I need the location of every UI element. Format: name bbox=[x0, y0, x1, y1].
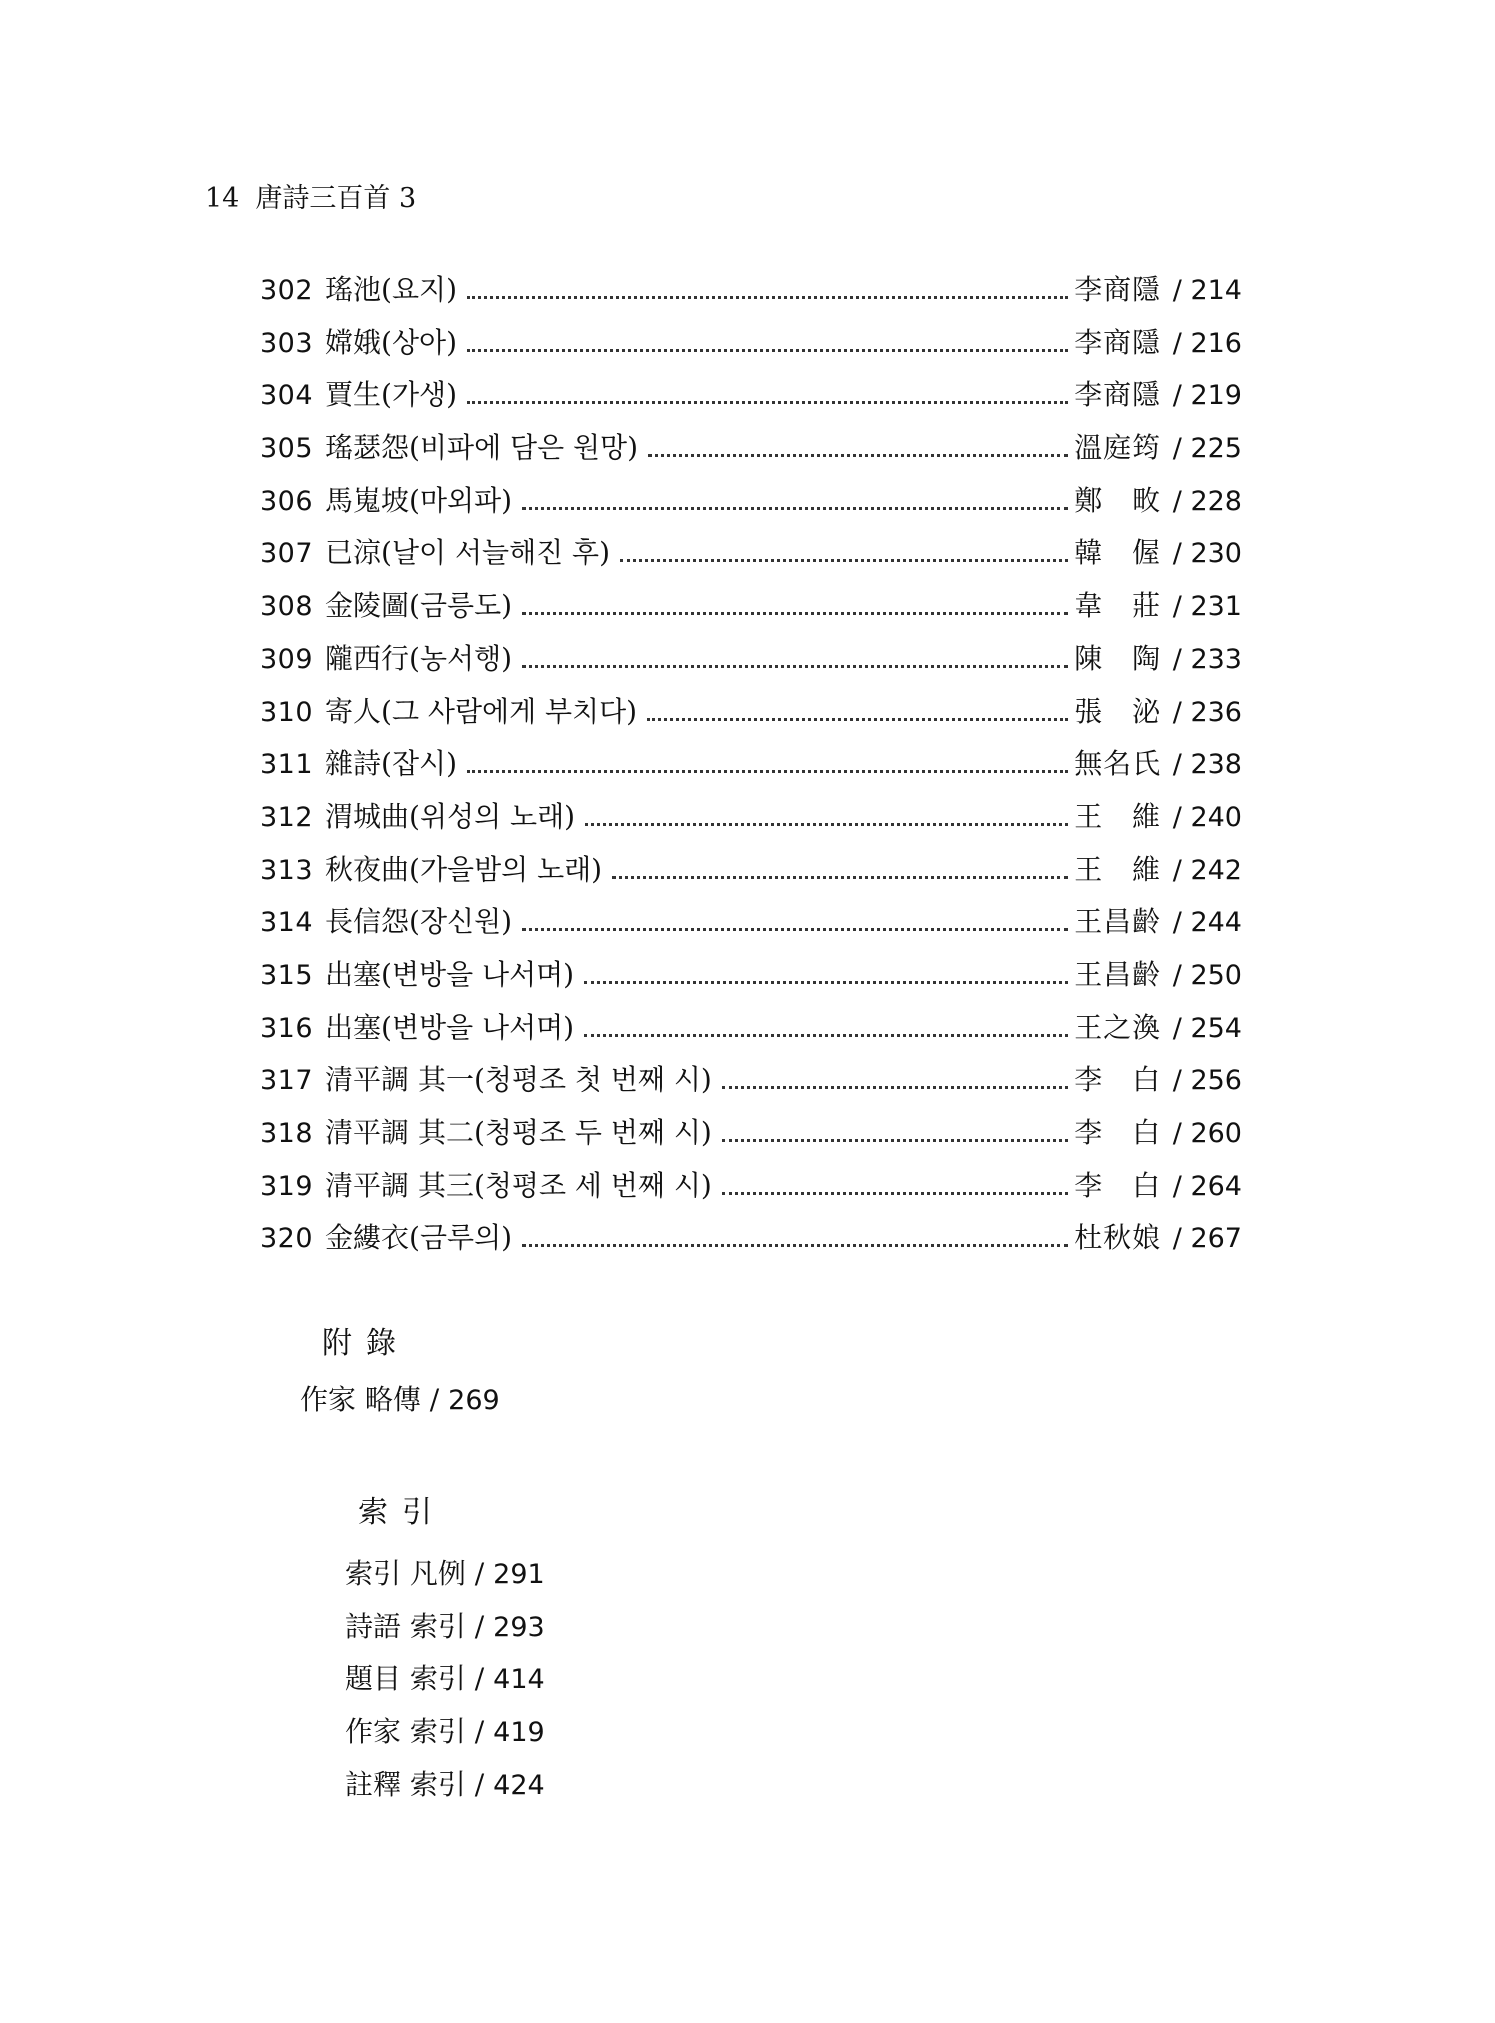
header-page-number: 14 bbox=[205, 183, 240, 214]
toc-entry[interactable] bbox=[260, 795, 1242, 848]
toc-entry-separator: / bbox=[1164, 749, 1191, 781]
toc-entry[interactable] bbox=[260, 373, 1242, 426]
toc-entry-page: 216 bbox=[1190, 327, 1242, 359]
index-heading: 索引 bbox=[358, 1495, 446, 1530]
toc-entry[interactable] bbox=[260, 479, 1242, 532]
toc-entry-author: 韋 莊 bbox=[1074, 589, 1161, 623]
toc-entry-number: 311 bbox=[260, 749, 314, 781]
toc-entry-separator: / bbox=[1164, 1118, 1191, 1149]
toc-entry-title: 隴西行(농서행) bbox=[325, 641, 513, 675]
toc-entry-title: 馬嵬坡(마외파) bbox=[325, 483, 513, 517]
dot-leader bbox=[522, 507, 1068, 510]
toc-entry[interactable] bbox=[260, 1006, 1242, 1059]
dot-leader bbox=[585, 823, 1068, 826]
toc-entry-page: 233 bbox=[1190, 643, 1242, 675]
toc-entry-number: 307 bbox=[260, 538, 314, 570]
toc-entry-author: 韓 偓 bbox=[1074, 536, 1161, 570]
toc-entry[interactable] bbox=[260, 584, 1242, 637]
toc-entry-number: 305 bbox=[260, 433, 314, 465]
toc-entry-number: 308 bbox=[260, 591, 314, 623]
toc-entry-page: 254 bbox=[1190, 1012, 1242, 1044]
toc-entry-author: 王昌齡 bbox=[1074, 957, 1161, 991]
toc-entry-number: 306 bbox=[260, 485, 314, 517]
toc-entry-separator: / bbox=[1164, 1012, 1191, 1044]
dot-leader bbox=[522, 612, 1068, 615]
toc-entry-author: 王昌齡 bbox=[1074, 905, 1161, 939]
toc-entry-author: 張 泌 bbox=[1074, 694, 1161, 728]
index-entry-separator: / bbox=[465, 1609, 494, 1643]
dot-leader bbox=[467, 770, 1068, 773]
dot-leader bbox=[522, 1244, 1068, 1247]
toc-entry-title: 清平調 其三(청평조 세 번째 시) bbox=[325, 1168, 712, 1202]
toc-entry-author: 王之渙 bbox=[1074, 1010, 1161, 1044]
toc-entry-number: 313 bbox=[260, 854, 314, 886]
dot-leader bbox=[722, 1086, 1068, 1089]
appendix-entry-page: 269 bbox=[448, 1385, 500, 1416]
index-entry-page: 419 bbox=[493, 1717, 545, 1749]
toc-entry-title: 清平調 其二(청평조 두 번째 시) bbox=[325, 1116, 712, 1149]
toc-entry-author: 陳 陶 bbox=[1074, 641, 1161, 675]
toc-entry[interactable] bbox=[260, 426, 1242, 479]
toc-entry-number: 303 bbox=[260, 327, 314, 359]
dot-leader bbox=[722, 1139, 1068, 1142]
index-entry-separator: / bbox=[465, 1767, 494, 1801]
toc-entry-title: 清平調 其一(청평조 첫 번째 시) bbox=[325, 1063, 712, 1097]
dot-leader bbox=[522, 665, 1068, 668]
toc-entry-separator: / bbox=[1164, 485, 1191, 517]
index-entry-title: 詩語 索引 bbox=[345, 1609, 466, 1643]
toc-entry-title: 秋夜曲(가을밤의 노래) bbox=[325, 852, 603, 886]
toc-entry[interactable] bbox=[260, 742, 1242, 795]
toc-entry-number: 319 bbox=[260, 1170, 314, 1202]
dot-leader bbox=[584, 1034, 1068, 1037]
toc-entry[interactable] bbox=[260, 1058, 1242, 1111]
index-entry-separator: / bbox=[465, 1662, 494, 1696]
index-entry-separator: / bbox=[465, 1715, 494, 1749]
toc-entry[interactable] bbox=[260, 690, 1242, 743]
toc-entry-number: 315 bbox=[260, 959, 314, 991]
table-of-contents bbox=[260, 268, 1242, 1269]
toc-entry-page: 256 bbox=[1190, 1065, 1242, 1097]
toc-entry-number: 309 bbox=[260, 643, 314, 675]
toc-entry-title: 長信怨(장신원) bbox=[325, 905, 513, 939]
toc-entry-author: 李 白 bbox=[1074, 1063, 1161, 1097]
toc-entry-page: 231 bbox=[1190, 591, 1242, 623]
dot-leader bbox=[722, 1192, 1068, 1195]
toc-entry-separator: / bbox=[1164, 1065, 1191, 1097]
toc-entry-page: 244 bbox=[1190, 907, 1242, 939]
dot-leader bbox=[522, 928, 1068, 931]
toc-entry-separator: / bbox=[1164, 1170, 1191, 1202]
toc-entry-author: 杜秋娘 bbox=[1074, 1221, 1161, 1255]
toc-entry[interactable] bbox=[260, 1164, 1242, 1217]
index-entry-title: 註釋 索引 bbox=[345, 1767, 466, 1801]
toc-entry-separator: / bbox=[1164, 538, 1191, 570]
toc-entry-author: 李 白 bbox=[1074, 1168, 1161, 1202]
toc-entry-page: 238 bbox=[1190, 749, 1242, 781]
toc-entry-number: 316 bbox=[260, 1012, 314, 1044]
toc-entry-page: 267 bbox=[1190, 1223, 1242, 1255]
toc-entry-author: 溫庭筠 bbox=[1074, 431, 1161, 465]
dot-leader bbox=[467, 349, 1068, 352]
toc-entry-separator: / bbox=[1164, 591, 1191, 623]
appendix-entry-title: 作家 略傳 bbox=[300, 1383, 421, 1416]
toc-entry-separator: / bbox=[1164, 907, 1191, 939]
dot-leader bbox=[647, 718, 1068, 721]
toc-entry-separator: / bbox=[1164, 696, 1191, 728]
toc-entry-number: 304 bbox=[260, 380, 314, 412]
toc-entry-title: 寄人(그 사람에게 부치다) bbox=[325, 694, 638, 728]
toc-entry-title: 瑤池(요지) bbox=[325, 273, 457, 306]
index-entry[interactable] bbox=[345, 1657, 545, 1710]
toc-entry-title: 瑤瑟怨(비파에 담은 원망) bbox=[325, 431, 639, 465]
toc-entry[interactable] bbox=[260, 953, 1242, 1006]
toc-entry-number: 302 bbox=[260, 275, 314, 306]
index-entry-page: 293 bbox=[493, 1611, 545, 1643]
toc-entry-title: 雜詩(잡시) bbox=[325, 747, 457, 781]
appendix-entry-separator: / bbox=[420, 1383, 449, 1416]
toc-entry-title: 渭城曲(위성의 노래) bbox=[325, 799, 576, 833]
toc-entry[interactable] bbox=[260, 1216, 1242, 1269]
toc-entry-number: 314 bbox=[260, 907, 314, 939]
toc-entry-separator: / bbox=[1164, 643, 1191, 675]
index-list bbox=[345, 1552, 545, 1815]
toc-entry[interactable] bbox=[260, 321, 1242, 374]
index-entry[interactable] bbox=[345, 1763, 545, 1816]
dot-leader bbox=[467, 401, 1068, 404]
toc-entry-separator: / bbox=[1164, 433, 1191, 465]
toc-entry-author: 李商隱 bbox=[1074, 378, 1161, 412]
toc-entry-author: 李 白 bbox=[1074, 1116, 1161, 1149]
toc-entry-page: 242 bbox=[1190, 854, 1242, 886]
appendix-heading: 附錄 bbox=[322, 1326, 410, 1361]
dot-leader bbox=[612, 876, 1068, 879]
toc-entry-page: 250 bbox=[1190, 959, 1242, 991]
toc-entry-number: 317 bbox=[260, 1065, 314, 1097]
toc-entry-author: 李商隱 bbox=[1074, 325, 1161, 359]
toc-entry-author: 王 維 bbox=[1074, 799, 1161, 833]
index-entry[interactable] bbox=[345, 1552, 545, 1605]
toc-entry-page: 219 bbox=[1190, 380, 1242, 412]
toc-entry-separator: / bbox=[1164, 380, 1191, 412]
toc-entry-separator: / bbox=[1164, 801, 1191, 833]
running-header bbox=[205, 176, 416, 215]
toc-entry-author: 王 維 bbox=[1074, 852, 1161, 886]
toc-entry-title: 已涼(날이 서늘해진 후) bbox=[325, 536, 611, 570]
toc-entry-number: 318 bbox=[260, 1118, 314, 1149]
dot-leader bbox=[467, 296, 1068, 299]
index-entry-title: 題目 索引 bbox=[345, 1662, 466, 1696]
toc-entry-title: 出塞(변방을 나서며) bbox=[325, 957, 575, 991]
toc-entry-separator: / bbox=[1164, 959, 1191, 991]
toc-entry-page: 240 bbox=[1190, 801, 1242, 833]
dot-leader bbox=[584, 981, 1068, 984]
toc-entry-page: 214 bbox=[1190, 275, 1242, 306]
toc-entry-author: 無名氏 bbox=[1074, 747, 1161, 781]
toc-entry[interactable] bbox=[260, 637, 1242, 690]
index-entry-separator: / bbox=[465, 1557, 494, 1590]
appendix-entry[interactable] bbox=[300, 1378, 500, 1418]
toc-entry-page: 236 bbox=[1190, 696, 1242, 728]
index-entry-page: 291 bbox=[493, 1559, 545, 1590]
toc-entry-page: 264 bbox=[1190, 1170, 1242, 1202]
toc-entry[interactable] bbox=[260, 848, 1242, 901]
toc-entry-title: 金陵圖(금릉도) bbox=[325, 589, 513, 623]
toc-entry-number: 320 bbox=[260, 1223, 314, 1255]
index-entry-title: 索引 凡例 bbox=[345, 1557, 466, 1590]
index-entry-page: 414 bbox=[493, 1664, 545, 1696]
toc-entry-number: 312 bbox=[260, 801, 314, 833]
toc-entry[interactable] bbox=[260, 268, 1242, 321]
toc-entry-author: 李商隱 bbox=[1074, 273, 1161, 306]
toc-entry-number: 310 bbox=[260, 696, 314, 728]
toc-entry-separator: / bbox=[1164, 327, 1191, 359]
toc-entry-page: 225 bbox=[1190, 433, 1242, 465]
toc-entry[interactable] bbox=[260, 900, 1242, 953]
toc-entry-page: 260 bbox=[1190, 1118, 1242, 1149]
index-entry[interactable] bbox=[345, 1605, 545, 1658]
toc-entry[interactable] bbox=[260, 531, 1242, 584]
toc-entry-title: 金縷衣(금루의) bbox=[325, 1221, 513, 1255]
index-entry[interactable] bbox=[345, 1710, 545, 1763]
toc-entry[interactable] bbox=[260, 1111, 1242, 1164]
dot-leader bbox=[620, 559, 1068, 562]
toc-entry-title: 出塞(변방을 나서며) bbox=[325, 1010, 575, 1044]
index-entry-title: 作家 索引 bbox=[345, 1715, 466, 1749]
toc-entry-separator: / bbox=[1164, 854, 1191, 886]
toc-entry-title: 嫦娥(상아) bbox=[325, 325, 457, 359]
toc-entry-separator: / bbox=[1164, 275, 1191, 306]
index-entry-page: 424 bbox=[493, 1769, 545, 1801]
toc-entry-page: 228 bbox=[1190, 485, 1242, 517]
toc-entry-title: 賈生(가생) bbox=[325, 378, 457, 412]
toc-entry-author: 鄭 畋 bbox=[1074, 483, 1161, 517]
toc-entry-page: 230 bbox=[1190, 538, 1242, 570]
dot-leader bbox=[648, 454, 1068, 457]
toc-entry-separator: / bbox=[1164, 1223, 1191, 1255]
header-book-title: 唐詩三百首 3 bbox=[255, 183, 417, 214]
